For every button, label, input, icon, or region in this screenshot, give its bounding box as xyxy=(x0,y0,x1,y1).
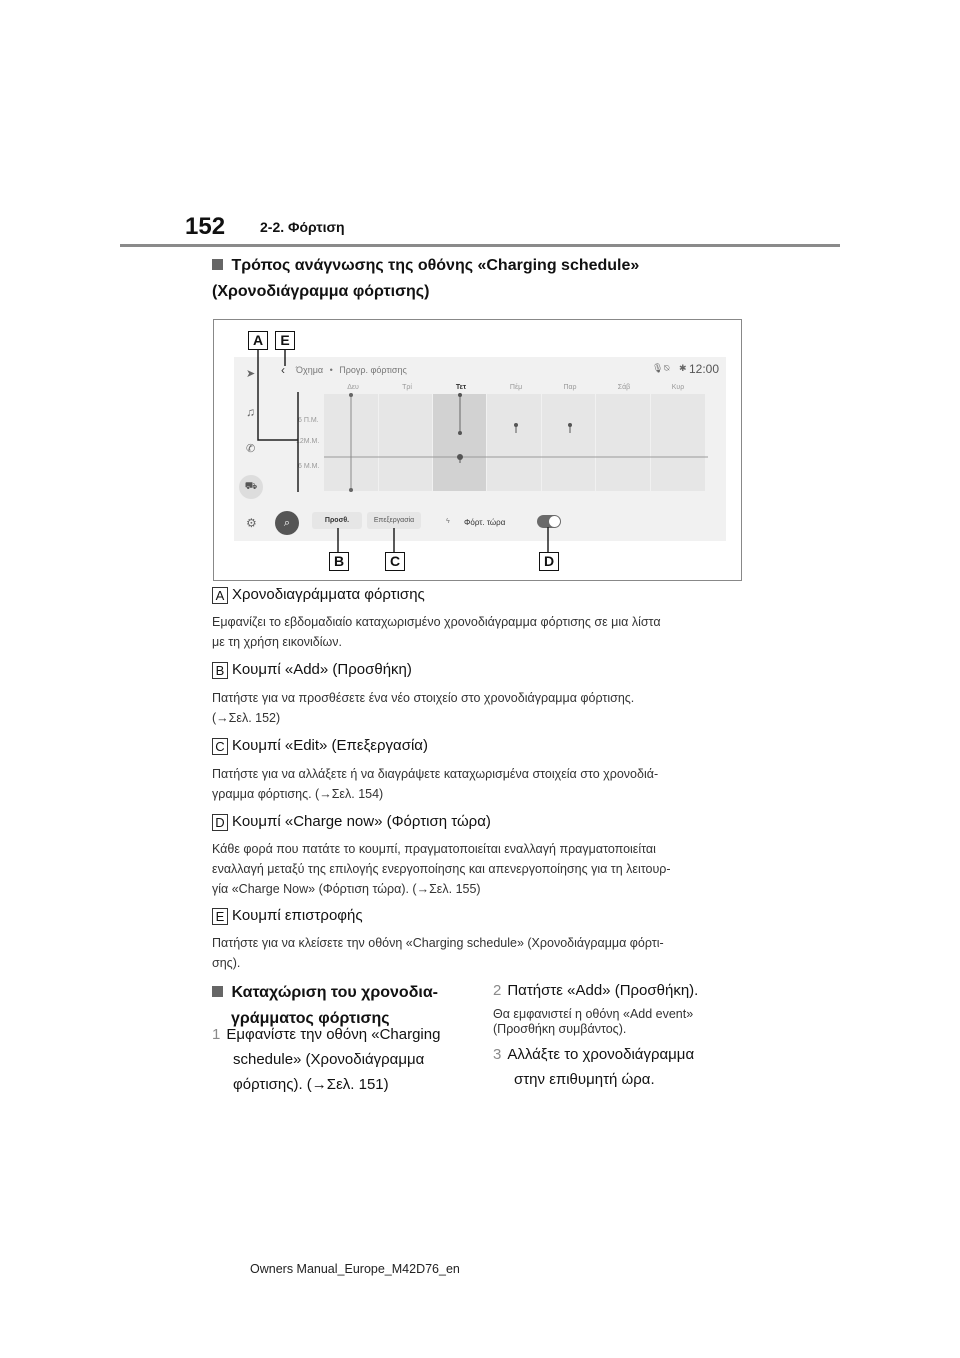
music-note-icon[interactable]: ♫ xyxy=(246,405,255,419)
day-label: Πέμ xyxy=(509,384,523,391)
charge-now-label: Φόρτ. τώρα xyxy=(464,518,506,527)
register-heading: Καταχώριση του χρονοδια- γράμματος φόρτισης xyxy=(212,980,438,1032)
charge-bolt-icon: ϟ xyxy=(446,518,450,525)
page-number: 152 xyxy=(185,213,226,240)
bluetooth-icon: ✱ xyxy=(679,363,687,373)
item-c-desc: Πατήστε για να αλλάξετε ή να διαγράψετε καταχωρισμένα στοιχεία στο χρονοδιά- γραμμα φόρτισης. (→Σελ. 154) xyxy=(212,767,659,801)
leader-line-a xyxy=(258,348,298,440)
callout-a: A xyxy=(248,331,268,350)
day-label-selected: Τετ xyxy=(455,384,467,391)
day-label: Κυρ xyxy=(671,384,685,391)
time-label: 6 Π.Μ. xyxy=(298,417,319,424)
time-label: 12Μ.Μ. xyxy=(296,438,320,445)
item-b-title: B Κουμπί «Add» (Προσθήκη) xyxy=(212,661,412,679)
item-a-desc: Εμφανίζει το εβδομαδιαίο καταχωρισμένο χρονοδιάγραμμα φόρτισης σε μια λίστα με τη χρήση εικονιδίων. xyxy=(212,615,661,649)
callout-b: B xyxy=(329,552,349,571)
signal-icon: ⍉ xyxy=(664,363,670,373)
add-button[interactable]: Προσθ. xyxy=(312,512,362,529)
section-heading: Τρόπος ανάγνωσης της οθόνης «Charging schedule» (Χρονοδιάγραμμα φόρτισης) xyxy=(212,257,640,300)
section-title: 2-2. Φόρτιση xyxy=(260,219,345,235)
vehicle-icon[interactable]: ⛟ xyxy=(239,475,263,499)
search-button[interactable]: ⌕ xyxy=(275,511,299,535)
time-label: 6 Μ.Μ. xyxy=(298,463,320,470)
breadcrumb-root[interactable]: Όχημα xyxy=(296,365,324,375)
day-label: Σάβ xyxy=(617,384,631,391)
item-a-title: A Χρονοδιαγράμματα φόρτισης xyxy=(212,586,425,604)
day-label: Δευ xyxy=(347,384,359,391)
edit-button[interactable]: Επεξεργασία xyxy=(367,512,421,529)
step-1: 1 Εμφανίστε την οθόνη «Charging schedule» (Χρονοδιάγραμμα φόρτισης). (→Σελ. 151) xyxy=(212,1026,441,1093)
item-e-desc: Πατήστε για να κλείσετε την οθόνη «Charging schedule» (Χρονοδιάγραμμα φόρτι- σης). xyxy=(212,936,664,970)
day-label: Παρ xyxy=(563,384,577,391)
step-2-note: Θα εμφανιστεί η οθόνη «Add event» (Προσθήκη συμβάντος). xyxy=(493,1007,694,1036)
back-button[interactable]: ‹ xyxy=(281,363,285,377)
callout-c: C xyxy=(385,552,405,571)
breadcrumb-separator: • xyxy=(329,365,333,375)
bullet-square-icon xyxy=(212,986,223,997)
callout-d: D xyxy=(539,552,559,571)
footer-text: Owners Manual_Europe_M42D76_en xyxy=(250,1262,460,1276)
breadcrumb-current: Προγρ. φόρτισης xyxy=(339,365,407,375)
phone-icon[interactable]: ✆ xyxy=(246,443,256,455)
item-c-title: C Κουμπί «Edit» (Επεξεργασία) xyxy=(212,737,428,755)
item-d-desc: Κάθε φορά που πατάτε το κουμπί, πραγματοποιείται εναλλαγή πραγματοποιείται εναλλαγή μεταξύ της επιλογής ενεργοποίησης και απενεργοποίησης για τη λειτουρ- γία «Charge Now» (Φόρτιση τώρα). (→Σελ. 155) xyxy=(212,842,671,896)
settings-gear-icon[interactable]: ⚙ xyxy=(246,516,257,530)
clock: 12:00 xyxy=(689,362,720,376)
callout-e: E xyxy=(275,331,295,350)
step-2: 2 Πατήστε «Add» (Προσθήκη). xyxy=(493,982,699,999)
step-3: 3 Αλλάξτε το χρονοδιάγραμμα στην επιθυμητή ώρα. xyxy=(493,1046,695,1088)
navigation-arrow-icon[interactable]: ➤ xyxy=(246,368,256,380)
mic-icon: 🎙 xyxy=(652,363,664,373)
item-b-desc: Πατήστε για να προσθέσετε ένα νέο στοιχείο στο χρονοδιάγραμμα φόρτισης. (→Σελ. 152) xyxy=(212,691,635,725)
day-label: Τρί xyxy=(402,384,412,391)
item-e-title: E Κουμπί επιστροφής xyxy=(212,907,363,925)
item-d-title: D Κουμπί «Charge now» (Φόρτιση τώρα) xyxy=(212,813,491,831)
